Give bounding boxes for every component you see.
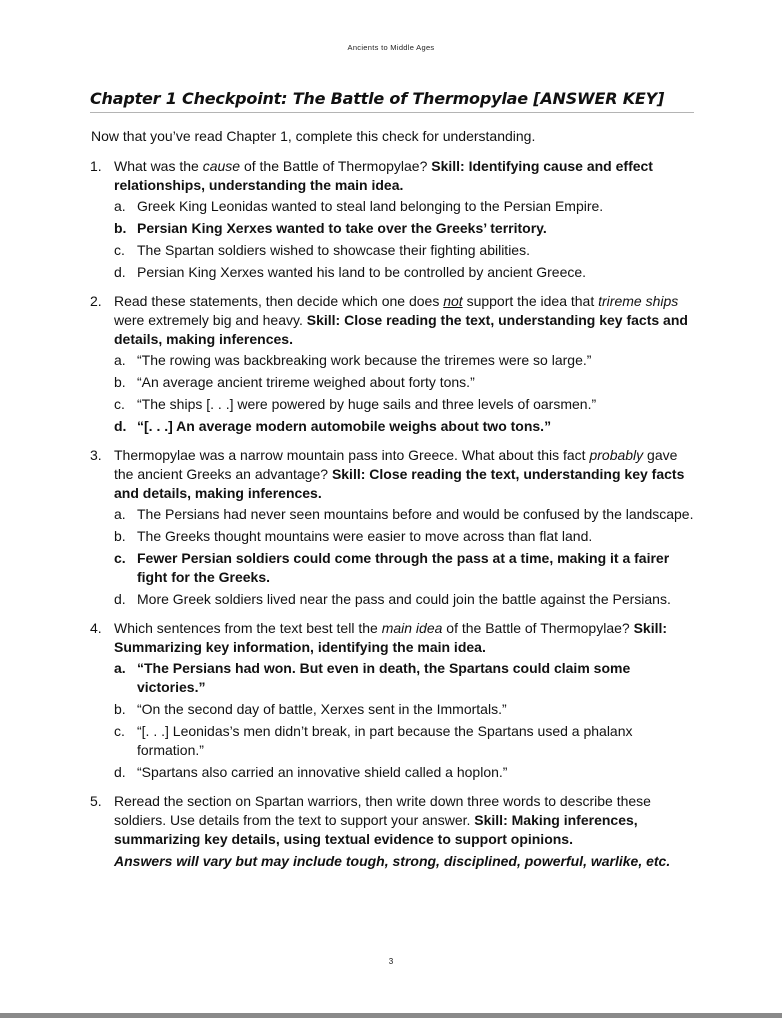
answer-note: Answers will vary but may include tough, strong, disciplined, powerful, warlike, etc.: [114, 853, 671, 869]
question-number: 4.: [90, 620, 102, 636]
question-2: [90, 292, 700, 436]
option-d-correct: d. “[. . .] An average modern automobile weighs about two tons.”: [114, 418, 552, 434]
question-5: [90, 792, 700, 871]
skill-label: Skill: Identifying cause and effect relationships, understanding the main idea.: [114, 158, 653, 193]
running-header: Ancients to Middle Ages: [347, 43, 435, 52]
question-4: [90, 619, 700, 782]
option-b-correct: b. Persian King Xerxes wanted to take over the Greeks’ territory.: [114, 220, 547, 236]
option-b: b. The Greeks thought mountains were easier to move across than flat land.: [114, 528, 593, 544]
question-text: Thermopylae was a narrow mountain pass into Greece. What about this fact probably gave the ancient Greeks an advantage? Skill: Close reading the text, understanding key facts and details, making inferences.: [114, 447, 685, 501]
option-d: d. “Spartans also carried an innovative shield called a hoplon.”: [114, 764, 508, 780]
option-a: a. Greek King Leonidas wanted to steal land belonging to the Persian Empire.: [114, 198, 604, 214]
answer-options: [114, 197, 700, 282]
answer-options: [114, 659, 700, 782]
question-text: Which sentences from the text best tell the main idea of the Battle of Thermopylae? Skill: Summarizing key information, identifying the main idea.: [114, 620, 668, 655]
option-c: c. “[. . .] Leonidas’s men didn’t break, in part because the Spartans used a phalanx formation.”: [114, 723, 633, 758]
option-b: b. “On the second day of battle, Xerxes sent in the Immortals.”: [114, 701, 507, 717]
answer-options: [114, 505, 700, 609]
question-1: [90, 157, 700, 282]
question-number: 1.: [90, 158, 102, 174]
question-number: 2.: [90, 293, 102, 309]
question-list: [90, 157, 700, 881]
skill-label: Skill: Close reading the text, understanding key facts and details, making inferences.: [114, 312, 688, 347]
answer-options: [114, 351, 700, 436]
option-b: b. “An average ancient trireme weighed about forty tons.”: [114, 374, 475, 390]
skill-label: Skill: Close reading the text, understanding key facts and details, making inferences.: [114, 466, 685, 501]
question-text: Read these statements, then decide which one does not support the idea that trireme ships were extremely big and heavy. Skill: Close reading the text, understanding key facts and details, making inferences.: [114, 293, 688, 347]
intro-text: Now that you’ve read Chapter 1, complete this check for understanding.: [91, 128, 536, 144]
question-text: What was the cause of the Battle of Thermopylae? Skill: Identifying cause and effect relationships, understanding the main idea.: [114, 158, 653, 193]
option-a-correct: a. “The Persians had won. But even in death, the Spartans could claim some victories.”: [114, 660, 631, 695]
option-c: c. The Spartan soldiers wished to showcase their fighting abilities.: [114, 242, 530, 258]
option-a: a. The Persians had never seen mountains before and would be confused by the landscape.: [114, 506, 694, 522]
question-number: 5.: [90, 793, 102, 809]
skill-label: Skill: Summarizing key information, identifying the main idea.: [114, 620, 668, 655]
option-a: a. “The rowing was backbreaking work because the triremes were so large.”: [114, 352, 592, 368]
skill-label: Skill: Making inferences, summarizing key details, using textual evidence to support opinions.: [114, 812, 638, 847]
question-3: [90, 446, 700, 609]
page-bottom-border: [0, 1013, 782, 1018]
option-d: d. More Greek soldiers lived near the pass and could join the battle against the Persians.: [114, 591, 671, 607]
page-number: 3: [388, 957, 394, 966]
question-number: 3.: [90, 447, 102, 463]
option-c: c. “The ships [. . .] were powered by huge sails and three levels of oarsmen.”: [114, 396, 597, 412]
option-d: d. Persian King Xerxes wanted his land to be controlled by ancient Greece.: [114, 264, 587, 280]
question-text: Reread the section on Spartan warriors, then write down three words to describe these soldiers. Use details from the text to support your answer. Skill: Making inferences, summarizing key details, using textual evidence to support opinions.: [114, 793, 651, 847]
option-c-correct: c. Fewer Persian soldiers could come through the pass at a time, making it a fairer fight for the Greeks.: [114, 550, 670, 585]
page-title: Chapter 1 Checkpoint: The Battle of Thermopylae [ANSWER KEY]: [90, 89, 694, 113]
